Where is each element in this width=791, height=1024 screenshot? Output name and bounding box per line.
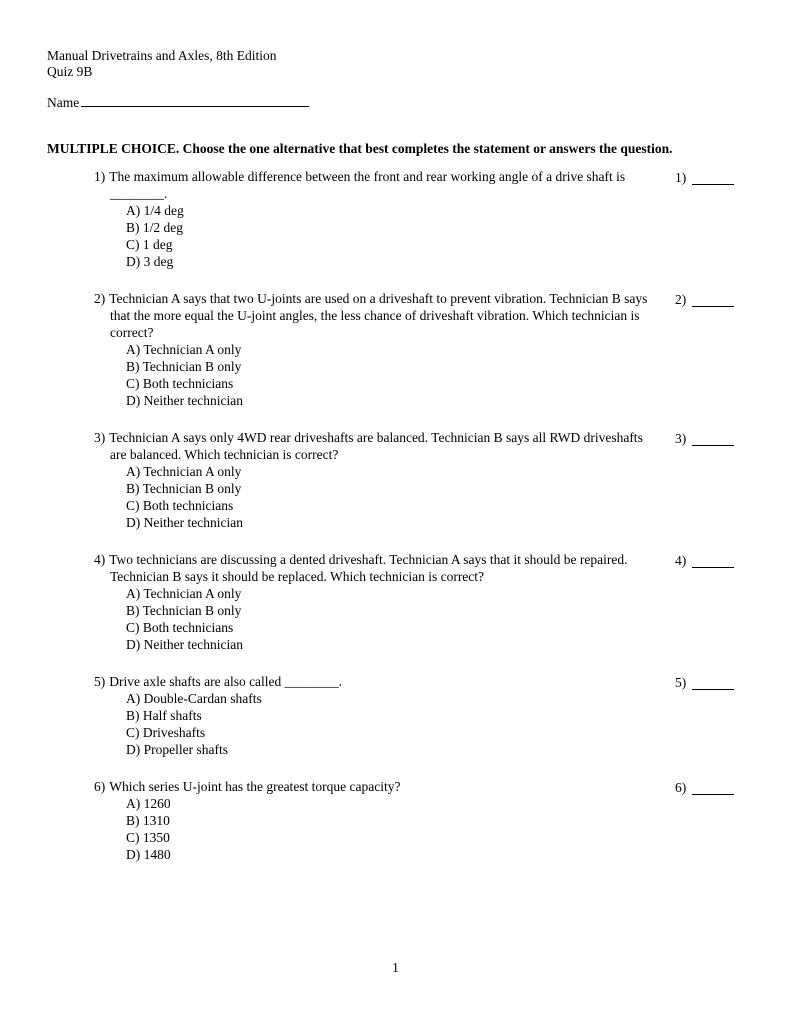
question-text: Technician A says that two U-joints are used on a driveshaft to prevent vibration. Technician B says that the more equal the U-joint angles, the less chance of driveshaft vibration. Which technician is correct? xyxy=(109,291,648,340)
choices-list xyxy=(94,341,657,409)
question-body xyxy=(94,290,657,341)
choices-list xyxy=(94,202,657,270)
choice: D) Neither technician xyxy=(126,393,243,408)
choice: C) Both technicians xyxy=(126,620,234,635)
doc-title: Manual Drivetrains and Axles, 8th Edition xyxy=(47,48,277,63)
answer-number: 4) xyxy=(675,553,687,568)
choices-list xyxy=(94,795,657,863)
answer-number: 2) xyxy=(675,292,687,307)
choice: C) 1 deg xyxy=(126,237,173,252)
answer-number: 6) xyxy=(675,780,687,795)
question-number: 4) xyxy=(94,552,106,567)
question-block-5 xyxy=(94,673,745,758)
question-body xyxy=(94,551,657,585)
answer-slot xyxy=(675,673,745,691)
question-main xyxy=(94,429,675,531)
question-block-3 xyxy=(94,429,745,531)
question-body xyxy=(94,673,657,690)
doc-subtitle: Quiz 9B xyxy=(47,64,93,79)
answer-blank-line xyxy=(692,432,734,446)
question-number: 3) xyxy=(94,430,106,445)
question-block-1 xyxy=(94,168,745,270)
question-block-6 xyxy=(94,778,745,863)
choice: C) Both technicians xyxy=(126,498,234,513)
question-text: Two technicians are discussing a dented driveshaft. Technician A says that it should be repaired. Technician B says it should be replaced. Which technician is correct? xyxy=(109,552,628,584)
choice: D) Propeller shafts xyxy=(126,742,228,757)
choice: A) Technician A only xyxy=(126,586,242,601)
question-text: Technician A says only 4WD rear driveshafts are balanced. Technician B says all RWD driveshafts are balanced. Which technician is correct? xyxy=(109,430,643,462)
name-row xyxy=(47,92,745,111)
page-number: 1 xyxy=(392,960,399,975)
choice: C) Both technicians xyxy=(126,376,234,391)
choice: A) Technician A only xyxy=(126,464,242,479)
doc-header xyxy=(47,48,745,111)
choice: A) 1260 xyxy=(126,796,171,811)
question-main xyxy=(94,551,675,653)
answer-number: 5) xyxy=(675,675,687,690)
questions-list xyxy=(47,168,745,863)
choices-list xyxy=(94,690,657,758)
choice: C) Driveshafts xyxy=(126,725,206,740)
answer-blank-line xyxy=(692,781,734,795)
answer-number: 3) xyxy=(675,431,687,446)
answer-blank-line xyxy=(692,171,734,185)
question-text: The maximum allowable difference between the front and rear working angle of a drive shaft is ________. xyxy=(109,169,626,201)
question-body xyxy=(94,429,657,463)
choice: D) 3 deg xyxy=(126,254,174,269)
choice: B) Technician B only xyxy=(126,481,242,496)
question-text: Drive axle shafts are also called ________. xyxy=(109,674,343,689)
answer-slot xyxy=(675,290,745,308)
question-body xyxy=(94,168,657,202)
question-main xyxy=(94,778,675,863)
question-main xyxy=(94,673,675,758)
question-text: Which series U-joint has the greatest torque capacity? xyxy=(109,779,401,794)
answer-slot xyxy=(675,778,745,796)
question-body xyxy=(94,778,657,795)
choice: A) Technician A only xyxy=(126,342,242,357)
question-main xyxy=(94,290,675,409)
choice: A) Double-Cardan shafts xyxy=(126,691,262,706)
choices-list xyxy=(94,463,657,531)
instructions-heading: MULTIPLE CHOICE. Choose the one alternative that best completes the statement or answers the question. xyxy=(47,141,673,156)
question-number: 1) xyxy=(94,169,106,184)
answer-slot xyxy=(675,551,745,569)
answer-blank-line xyxy=(692,293,734,307)
choice: C) 1350 xyxy=(126,830,170,845)
name-blank-line xyxy=(81,92,309,107)
choice: B) Half shafts xyxy=(126,708,202,723)
choice: D) 1480 xyxy=(126,847,171,862)
question-block-4 xyxy=(94,551,745,653)
choice: A) 1/4 deg xyxy=(126,203,184,218)
answer-number: 1) xyxy=(675,170,687,185)
name-label: Name xyxy=(47,95,80,110)
question-number: 5) xyxy=(94,674,106,689)
answer-blank-line xyxy=(692,676,734,690)
question-number: 2) xyxy=(94,291,106,306)
choice: B) Technician B only xyxy=(126,603,242,618)
answer-slot xyxy=(675,168,745,186)
question-number: 6) xyxy=(94,779,106,794)
choice: D) Neither technician xyxy=(126,637,243,652)
question-block-2 xyxy=(94,290,745,409)
answer-blank-line xyxy=(692,554,734,568)
choice: B) Technician B only xyxy=(126,359,242,374)
choice: B) 1/2 deg xyxy=(126,220,183,235)
question-main xyxy=(94,168,675,270)
choice: B) 1310 xyxy=(126,813,170,828)
choices-list xyxy=(94,585,657,653)
answer-slot xyxy=(675,429,745,447)
choice: D) Neither technician xyxy=(126,515,243,530)
